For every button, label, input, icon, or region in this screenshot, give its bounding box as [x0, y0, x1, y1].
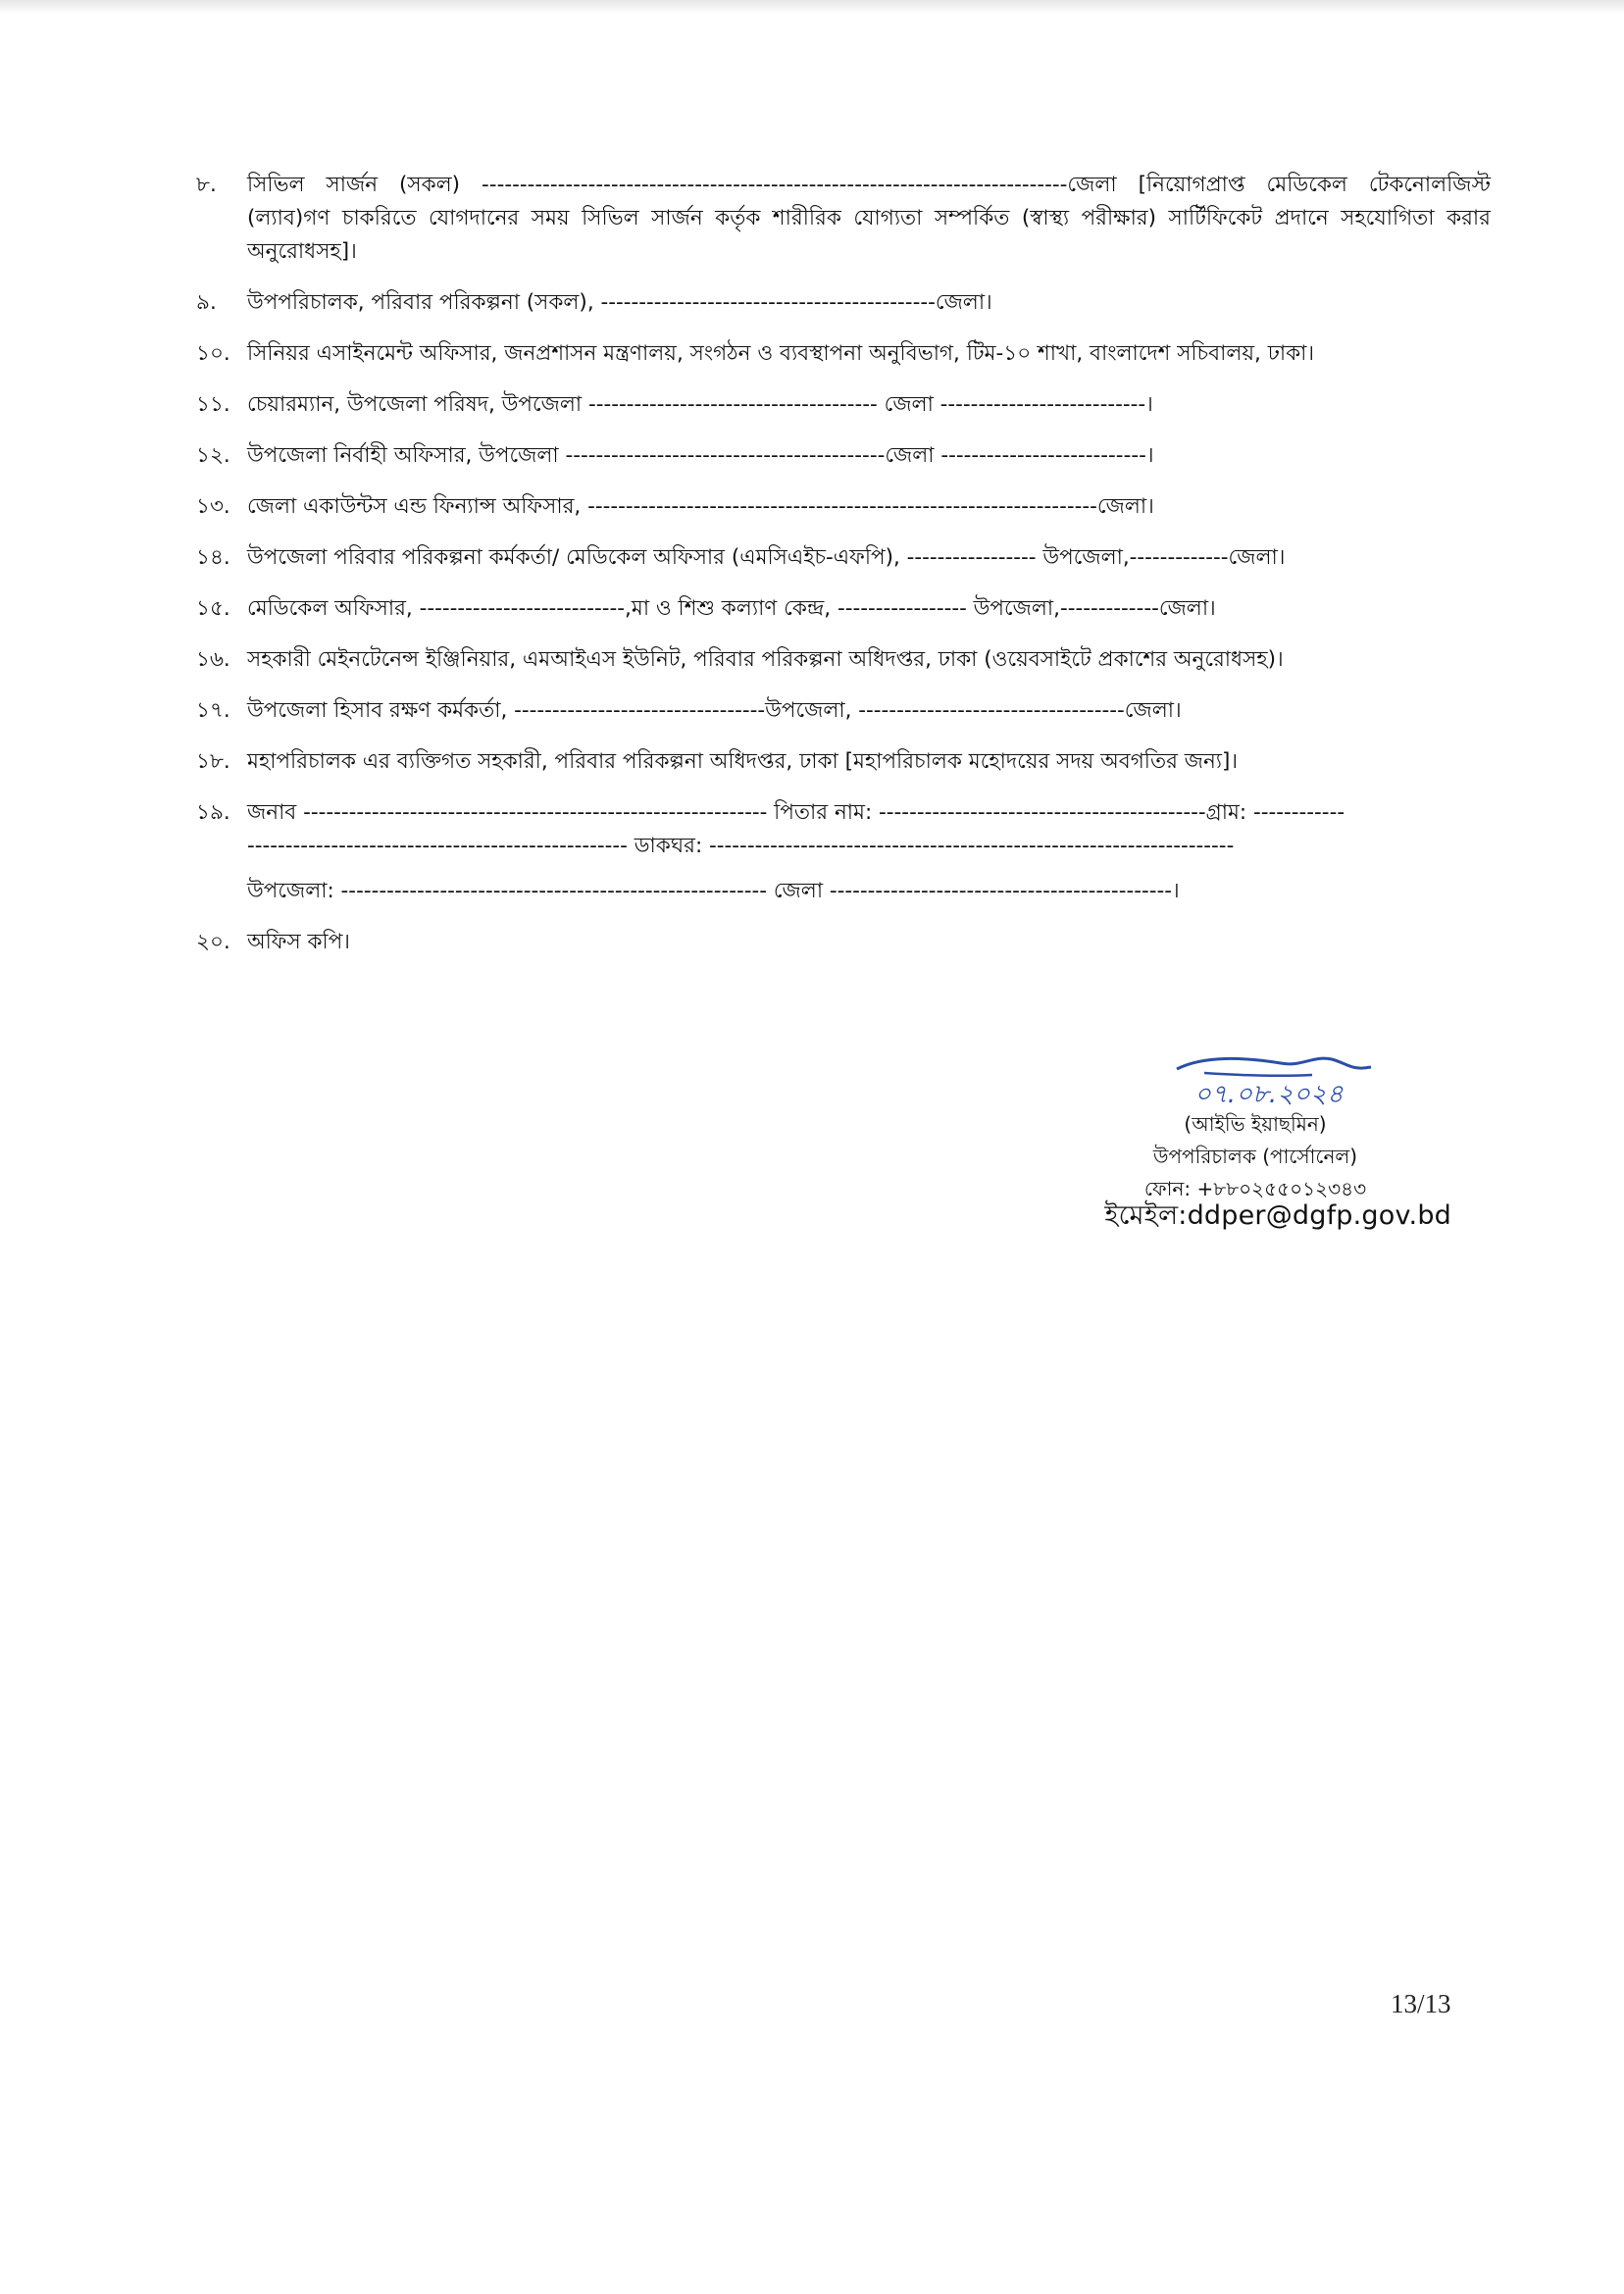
list-item — [196, 926, 1491, 959]
list-item — [196, 388, 1491, 422]
item-number: ১৬. — [196, 647, 230, 672]
list-item — [196, 337, 1491, 371]
item-text: সহকারী মেইনটেনেন্স ইঞ্জিনিয়ার, এমআইএস ইউনিট, পরিবার পরিকল্পনা অধিদপ্তর, ঢাকা (ওয়েবসাইটে প্রকাশের অনুরোধসহ)। — [247, 647, 1284, 672]
item-number: ২০. — [196, 930, 230, 954]
list-item — [196, 643, 1491, 677]
list-item — [196, 169, 1491, 269]
list-item — [196, 541, 1491, 575]
item-text: উপজেলা হিসাব রক্ষণ কর্মকর্তা, ---------------------------------উপজেলা, -----------------------------------জেলা। — [247, 698, 1182, 723]
item-text-line-1: জনাব ------------------------------------------------------------- পিতার নাম: -------------------------------------------গ্রাম: ------------ — [247, 800, 1345, 825]
item-number: ১৮. — [196, 749, 230, 774]
signatory-phone: ফোন: +৮৮০২৫৫০১২৩৪৩ — [1143, 1177, 1367, 1200]
list-item — [196, 490, 1491, 524]
item-text: উপপরিচালক, পরিবার পরিকল্পনা (সকল), --------------------------------------------জেলা। — [247, 290, 992, 315]
signatory-designation: উপপরিচালক (পার্সোনেল) — [1152, 1145, 1358, 1168]
item-number: ১৩. — [196, 494, 230, 519]
signatory-email: ইমেইল:ddper@dgfp.gov.bd — [1104, 1200, 1451, 1231]
signature-date: ০৭.০৮.২০২৪ — [1194, 1080, 1344, 1108]
list-item — [196, 796, 1491, 908]
item-number: ১০. — [196, 341, 230, 366]
list-item — [196, 592, 1491, 626]
item-text: মহাপরিচালক এর ব্যক্তিগত সহকারী, পরিবার পরিকল্পনা অধিদপ্তর, ঢাকা [মহাপরিচালক মহোদয়ের সদয় অবগতির জন্য]। — [247, 749, 1239, 774]
signatory-name: (আইভি ইয়াছমিন) — [1184, 1112, 1327, 1136]
item-text-line-2: -------------------------------------------------- ডাকঘর: --------------------------------------------------------------------- — [247, 834, 1235, 858]
item-number: ১১. — [196, 392, 230, 417]
distribution-list — [196, 169, 1491, 977]
item-text-line-3: উপজেলা: -------------------------------------------------------- জেলা ---------------------------------------------। — [247, 879, 1180, 903]
item-number: ১৯. — [196, 800, 230, 825]
item-number: ১২. — [196, 443, 230, 468]
item-number: ১৭. — [196, 698, 230, 723]
scan-edge-shadow — [0, 0, 1624, 14]
item-text: চেয়ারম্যান, উপজেলা পরিষদ, উপজেলা -------------------------------------- জেলা ---------------------------। — [247, 392, 1153, 417]
item-text: জেলা একাউন্টস এন্ড ফিন্যান্স অফিসার, -------------------------------------------------------------------জেলা। — [247, 494, 1154, 519]
list-item — [196, 745, 1491, 779]
handwritten-signature — [1165, 1047, 1400, 1108]
item-number: ৯. — [196, 290, 217, 315]
item-text: উপজেলা পরিবার পরিকল্পনা কর্মকর্তা/ মেডিকেল অফিসার (এমসিএইচ-এফপি), ----------------- উপজেলা,-------------জেলা। — [247, 545, 1286, 570]
page-number: 13/13 — [1391, 1989, 1451, 2018]
item-number: ১৪. — [196, 545, 230, 570]
item-text: সিভিল সার্জন (সকল) -----------------------------------------------------------------------------জেলা [নিয়োগপ্রাপ্ত মেডিকেল টেকনোলজিস্ট (ল্যাব)গণ চাকরিতে যোগদানের সময় সিভিল সার্জন কর্তৃক শারীরিক যোগ্যতা সম্পর্কিত (স্বাস্থ্য পরীক্ষার) সার্টিফিকেট প্রদানে সহযোগিতা করার অনুরোধসহ]। — [247, 173, 1491, 264]
list-item — [196, 439, 1491, 473]
signature-block — [1059, 1047, 1451, 1205]
list-item — [196, 694, 1491, 728]
item-number: ৮. — [196, 173, 217, 197]
item-text: অফিস কপি। — [247, 930, 350, 954]
item-text: সিনিয়র এসাইনমেন্ট অফিসার, জনপ্রশাসন মন্ত্রণালয়, সংগঠন ও ব্যবস্থাপনা অনুবিভাগ, টিম-১০ শাখা, বাংলাদেশ সচিবালয়, ঢাকা। — [247, 341, 1315, 366]
item-text: উপজেলা নির্বাহী অফিসার, উপজেলা ------------------------------------------জেলা ---------------------------। — [247, 443, 1154, 468]
item-number: ১৫. — [196, 596, 230, 621]
item-text: মেডিকেল অফিসার, ---------------------------,মা ও শিশু কল্যাণ কেন্দ্র, ----------------- উপজেলা,-------------জেলা। — [247, 596, 1216, 621]
list-item — [196, 286, 1491, 320]
